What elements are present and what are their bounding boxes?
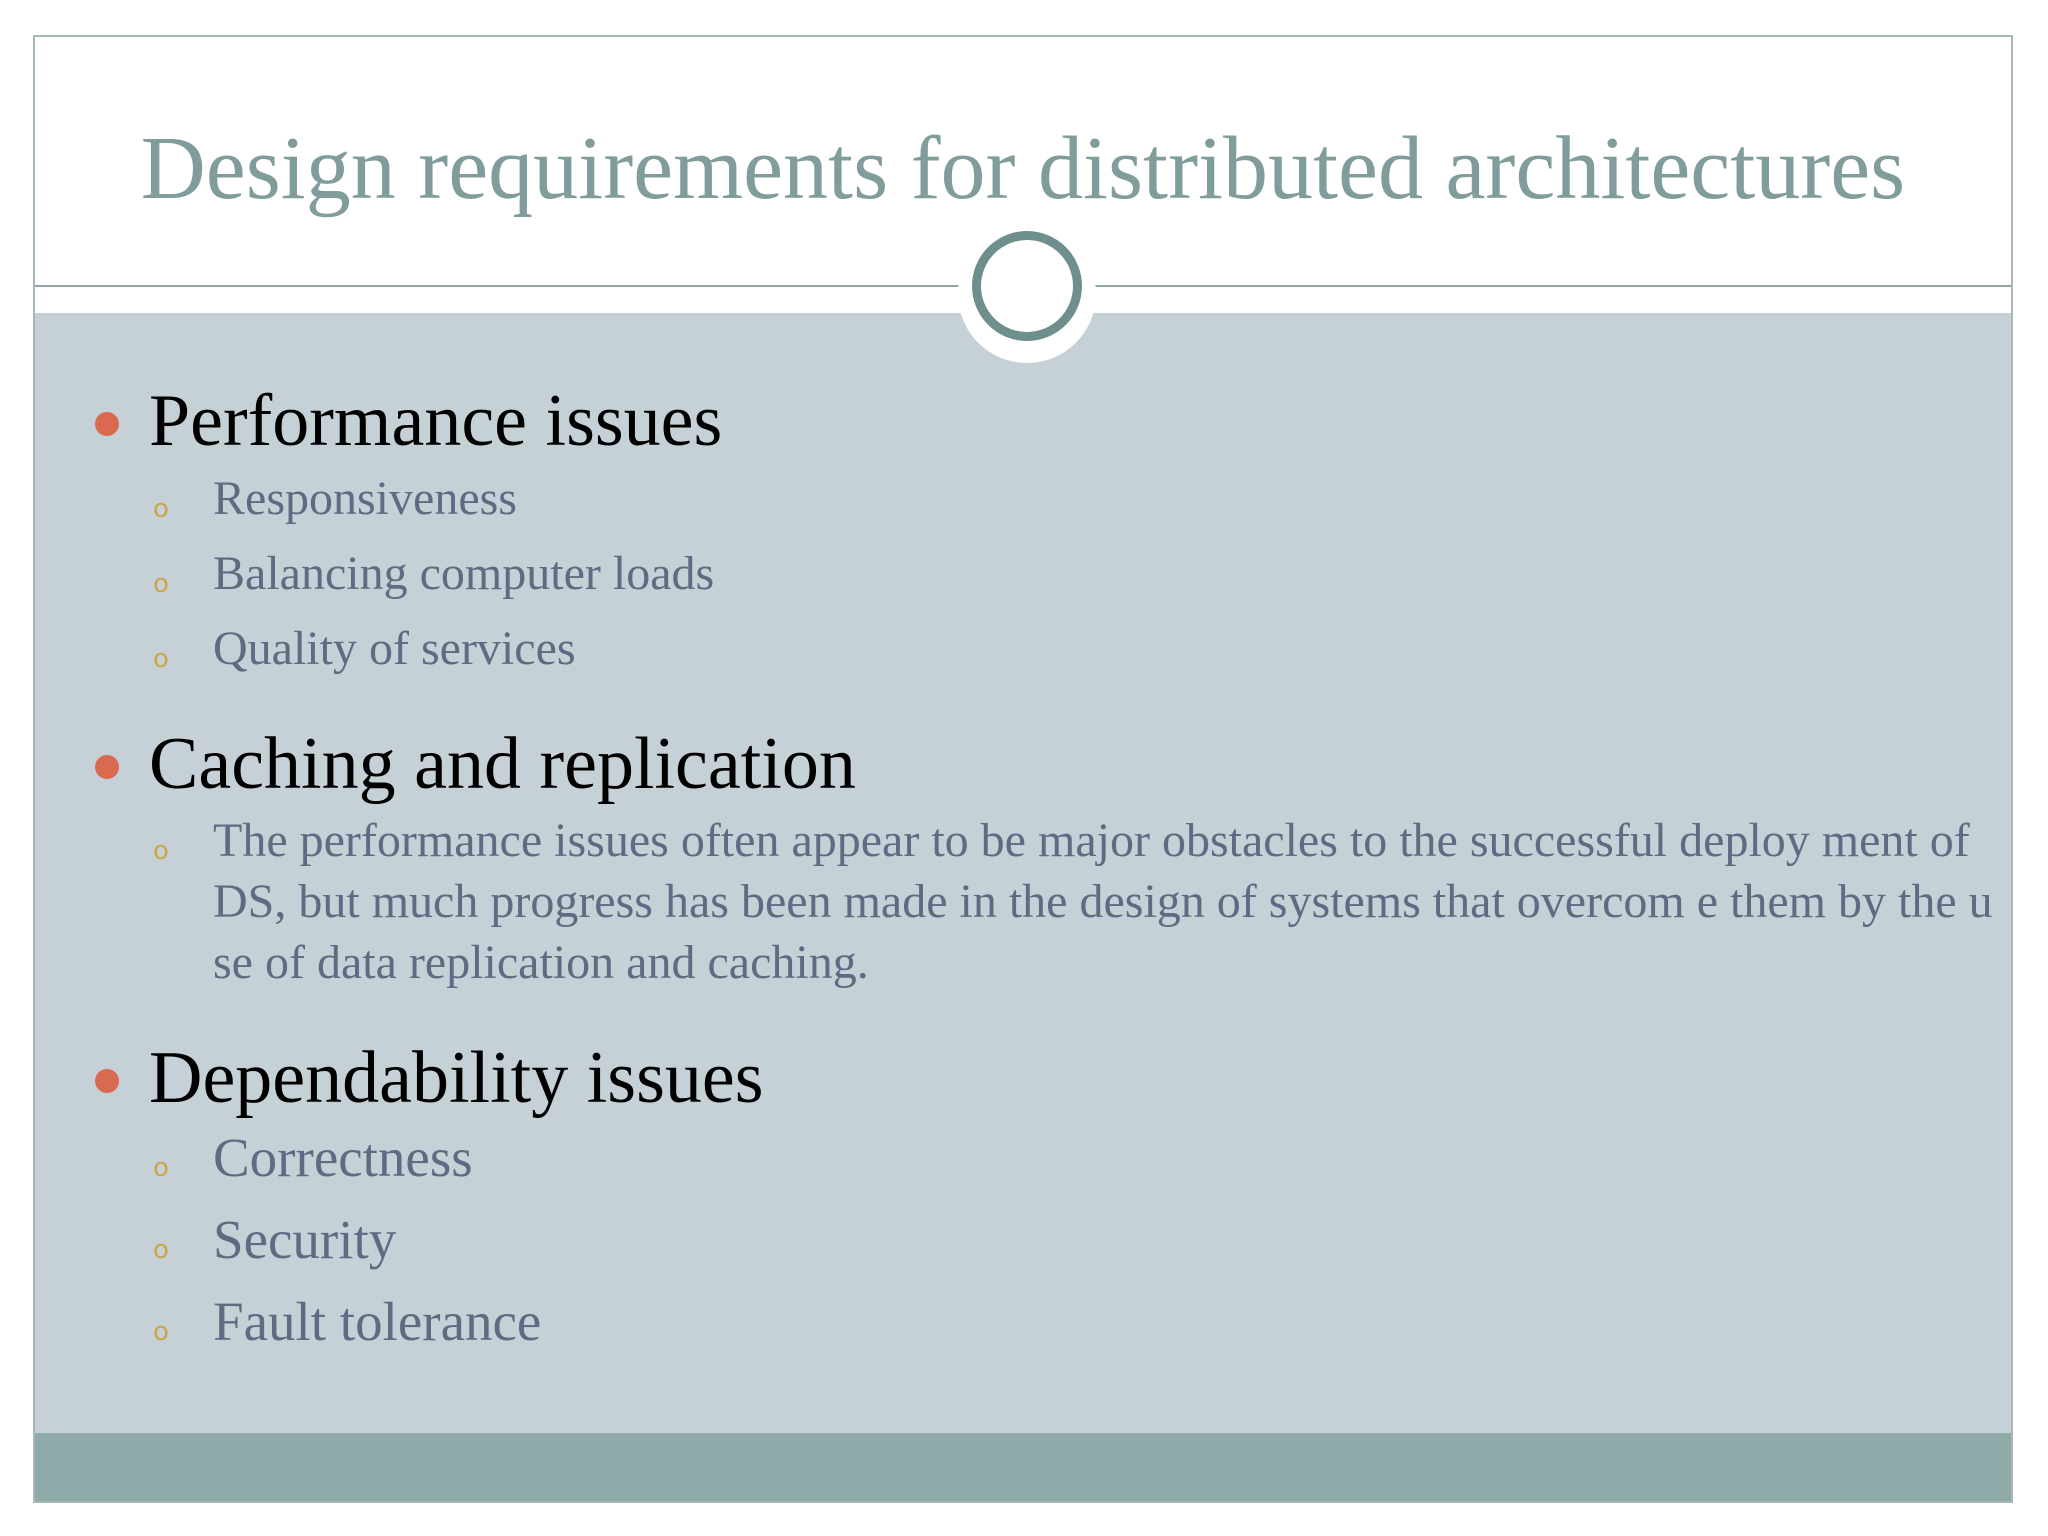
bullet-dot-icon (95, 755, 119, 779)
list-item: Fault tolerance (213, 1291, 542, 1352)
list-item: Correctness (213, 1127, 473, 1188)
list-item: Responsiveness (213, 472, 517, 525)
footer-bar (35, 1433, 2011, 1503)
paragraph-item: The performance issues often appear to be major obstacles to the successful deploy ment of DS, but much progress has been made in the design of systems that overcom e them by the use of data replication and caching. (213, 814, 1993, 989)
sub-bullet-icon: o (153, 644, 169, 674)
bullet-dot-icon (95, 412, 119, 436)
sub-bullet-icon: o (153, 836, 169, 866)
slide (33, 35, 2013, 1503)
sub-bullet-icon: o (153, 1317, 169, 1347)
sub-bullet-icon: o (153, 1153, 169, 1183)
section-heading-caching: Caching and replication (149, 723, 856, 805)
sub-bullet-icon: o (153, 569, 169, 599)
list-item: Balancing computer loads (213, 547, 715, 600)
sub-bullet-icon: o (153, 494, 169, 524)
slide-title: Design requirements for distributed architectures (140, 119, 1906, 218)
sub-bullet-icon: o (153, 1235, 169, 1265)
section-heading-dependability: Dependability issues (149, 1037, 764, 1119)
list-item: Security (213, 1209, 397, 1270)
content-area (35, 313, 2011, 1433)
section-heading-performance: Performance issues (149, 380, 723, 462)
list-item: Quality of services (213, 622, 576, 675)
ring-divider-icon (972, 231, 1082, 341)
bullet-dot-icon (95, 1069, 119, 1093)
